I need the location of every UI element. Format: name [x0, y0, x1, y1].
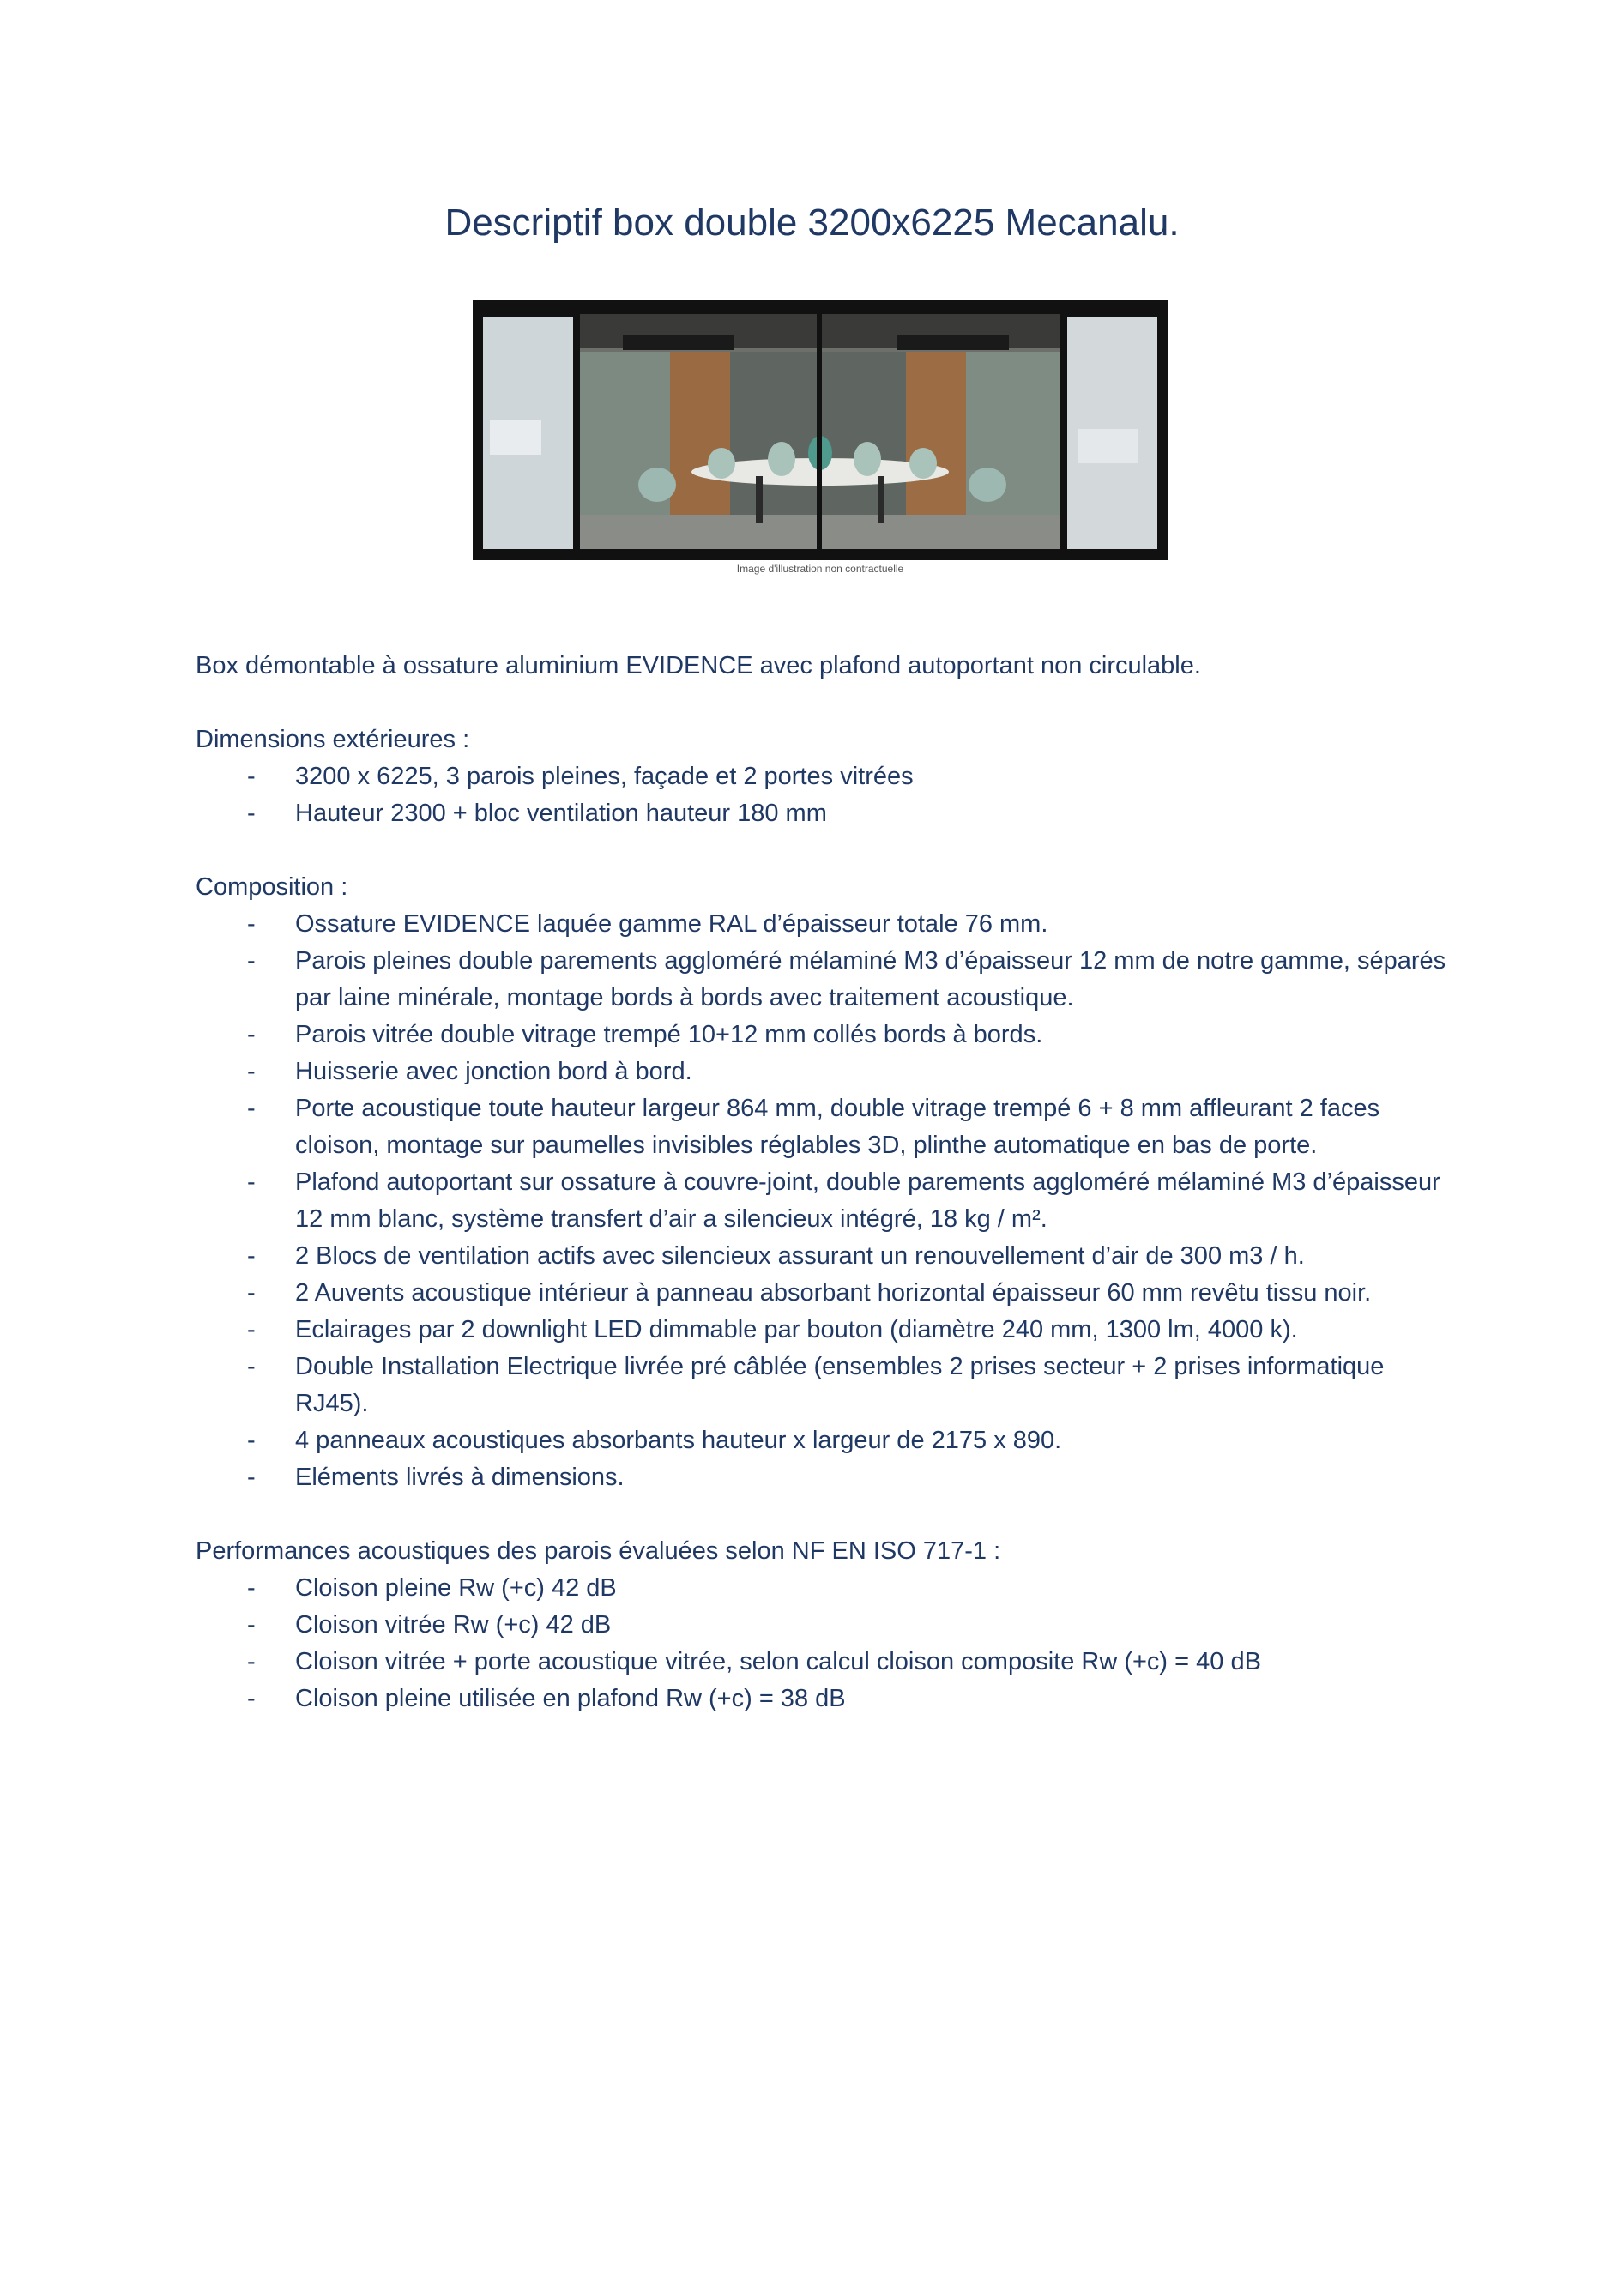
list-item: - Cloison pleine utilisée en plafond Rw (+c) = 38 dB	[247, 1685, 846, 1712]
list-item: - 2 Blocs de ventilation actifs avec silencieux assurant un renouvellement d’air de 300 m3 / h.	[247, 1242, 1305, 1270]
list-item: - Huisserie avec jonction bord à bord.	[247, 1058, 692, 1085]
section-heading-composition: Composition :	[196, 873, 348, 901]
dimensions-list	[196, 758, 1448, 832]
document-title: Descriptif box double 3200x6225 Mecanalu.	[444, 202, 1180, 244]
intro-paragraph: Box démontable à ossature aluminium EVIDENCE avec plafond autoportant non circulable.	[196, 652, 1201, 679]
performances-list	[196, 1570, 1448, 1718]
list-item: - Double Installation Electrique livrée pré câblée (ensembles 2 prises secteur + 2 prises informatique RJ45).	[247, 1353, 1385, 1417]
list-item: - 2 Auvents acoustique intérieur à panneau absorbant horizontal épaisseur 60 mm revêtu tissu noir.	[247, 1279, 1372, 1307]
document-body	[196, 648, 1448, 1718]
list-item: - Cloison vitrée Rw (+c) 42 dB	[247, 1611, 612, 1639]
list-item: - Parois pleines double parements aggloméré mélaminé M3 d’épaisseur 12 mm de notre gamme, séparés par laine minérale, montage bords à bords avec traitement acoustique.	[247, 947, 1446, 1011]
list-item: - Parois vitrée double vitrage trempé 10+12 mm collés bords à bords.	[247, 1021, 1043, 1048]
list-item: - Plafond autoportant sur ossature à couvre-joint, double parements aggloméré mélaminé M3 d’épaisseur 12 mm blanc, système transfert d’air a silencieux intégré, 18 kg / m².	[247, 1168, 1440, 1233]
composition-list	[196, 906, 1448, 1496]
section-heading-dimensions: Dimensions extérieures :	[196, 726, 470, 753]
list-item: - Hauteur 2300 + bloc ventilation hauteur 180 mm	[247, 800, 827, 827]
list-item: - Porte acoustique toute hauteur largeur 864 mm, double vitrage trempé 6 + 8 mm affleurant 2 faces cloison, montage sur paumelles invisibles réglables 3D, plinthe automatique en bas de porte.	[247, 1095, 1380, 1159]
section-heading-performances: Performances acoustiques des parois évaluées selon NF EN ISO 717-1 :	[196, 1537, 1001, 1565]
list-item: - Eclairages par 2 downlight LED dimmable par bouton (diamètre 240 mm, 1300 lm, 4000 k).	[247, 1316, 1298, 1343]
illustration-image	[473, 300, 1168, 560]
list-item: - 3200 x 6225, 3 parois pleines, façade et 2 portes vitrées	[247, 763, 914, 790]
list-item: - Cloison pleine Rw (+c) 42 dB	[247, 1574, 617, 1602]
list-item: - Ossature EVIDENCE laquée gamme RAL d’épaisseur totale 76 mm.	[247, 910, 1048, 938]
list-item: - 4 panneaux acoustiques absorbants hauteur x largeur de 2175 x 890.	[247, 1427, 1062, 1454]
image-caption: Image d'illustration non contractuelle	[736, 563, 904, 575]
list-item: - Cloison vitrée + porte acoustique vitrée, selon calcul cloison composite Rw (+c) = 40 dB	[247, 1648, 1261, 1675]
list-item: - Eléments livrés à dimensions.	[247, 1464, 625, 1491]
